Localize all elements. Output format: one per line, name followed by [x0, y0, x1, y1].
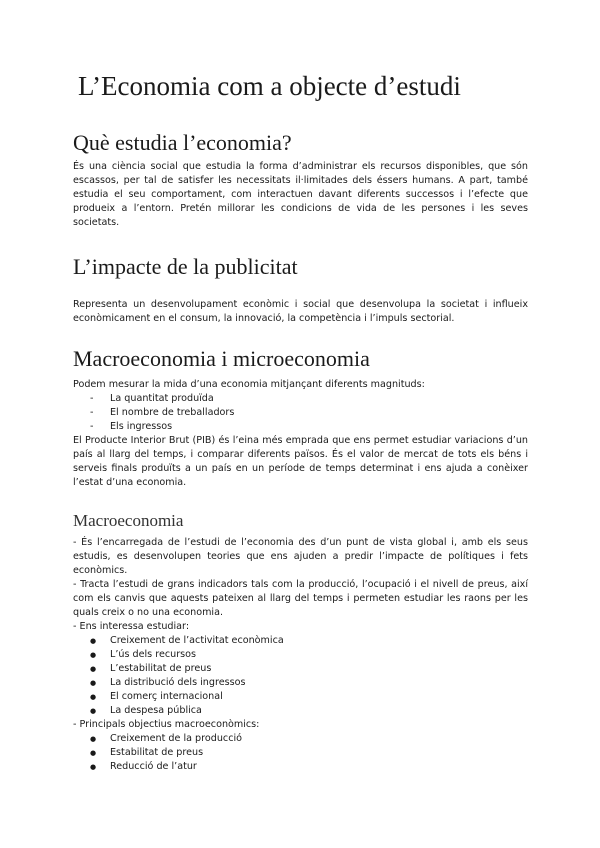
paragraph-que-estudia: És una ciència social que estudia la forma d’administrar els recursos disponibles, que són escassos, per tal de satisfer les necessitats il·limitades dels éssers humans. A part, també estudia el seu comportament, com interactuen davant diferents successos i l’efecte que produeix a l’entorn. Pretén millorar les condicions de vida de les persones i les seves societats.	[73, 161, 528, 228]
subsection-heading-macroeconomia: Macroeconomia	[73, 511, 184, 530]
objectives-label: - Principals objectius macroeconòmics:	[73, 719, 260, 730]
list-item: ● Creixement de l’activitat econòmica	[90, 634, 284, 648]
list-item: ● La distribució dels ingressos	[90, 676, 284, 690]
magnitudes-list	[90, 392, 234, 434]
section-heading-macro-micro: Macroeconomia i microeconomia	[73, 346, 370, 371]
list-item: ● Creixement de la producció	[90, 732, 242, 746]
paragraph-pib: El Producte Interior Brut (PIB) és l’eina més emprada que ens permet estudiar variacions d’un país al llarg del temps, i comparar diferents països. És el valor de mercat de tots els béns i serveis finals produïts a un país en un període de temps determinat i ens ajuda a conèixer l’estat d’una economia.	[73, 435, 528, 488]
list-item: ● L’ús dels recursos	[90, 648, 284, 662]
list-item: - La quantitat produïda	[90, 392, 234, 406]
objectives-list	[90, 732, 242, 774]
list-item: - Els ingressos	[90, 420, 234, 434]
paragraph-macro-definicio: - És l’encarregada de l’estudi de l’economia des d’un punt de vista global i, amb els seus estudis, es desenvolupen teories que ens ajuden a predir l’impacte de polítiques i fets econòmics.	[73, 537, 528, 576]
paragraph-publicitat: Representa un desenvolupament econòmic i social que desenvolupa la societat i influeix econòmicament en el consum, la innovació, la competència i l’impuls sectorial.	[73, 299, 528, 324]
list-item: - El nombre de treballadors	[90, 406, 234, 420]
list-item: ● Reducció de l’atur	[90, 760, 242, 774]
list-item: ● Estabilitat de preus	[90, 746, 242, 760]
interests-list	[90, 634, 284, 718]
interests-label: - Ens interessa estudiar:	[73, 621, 190, 632]
list-item: ● El comerç internacional	[90, 690, 284, 704]
list-item: ● L’estabilitat de preus	[90, 662, 284, 676]
section-heading-que-estudia: Què estudia l’economia?	[73, 130, 292, 155]
paragraph-macro-indicadors: - Tracta l’estudi de grans indicadors tals com la producció, l’ocupació i el nivell de preus, així com els canvis que aquests pateixen al llarg del temps i permeten estudiar les raons per les quals creix o no una economia.	[73, 579, 528, 618]
document-title: L’Economia com a objecte d’estudi	[78, 71, 461, 101]
magnitudes-intro: Podem mesurar la mida d’una economia mitjançant diferents magnituds:	[73, 379, 425, 390]
list-item: ● La despesa pública	[90, 704, 284, 718]
section-heading-publicitat: L’impacte de la publicitat	[73, 254, 298, 279]
